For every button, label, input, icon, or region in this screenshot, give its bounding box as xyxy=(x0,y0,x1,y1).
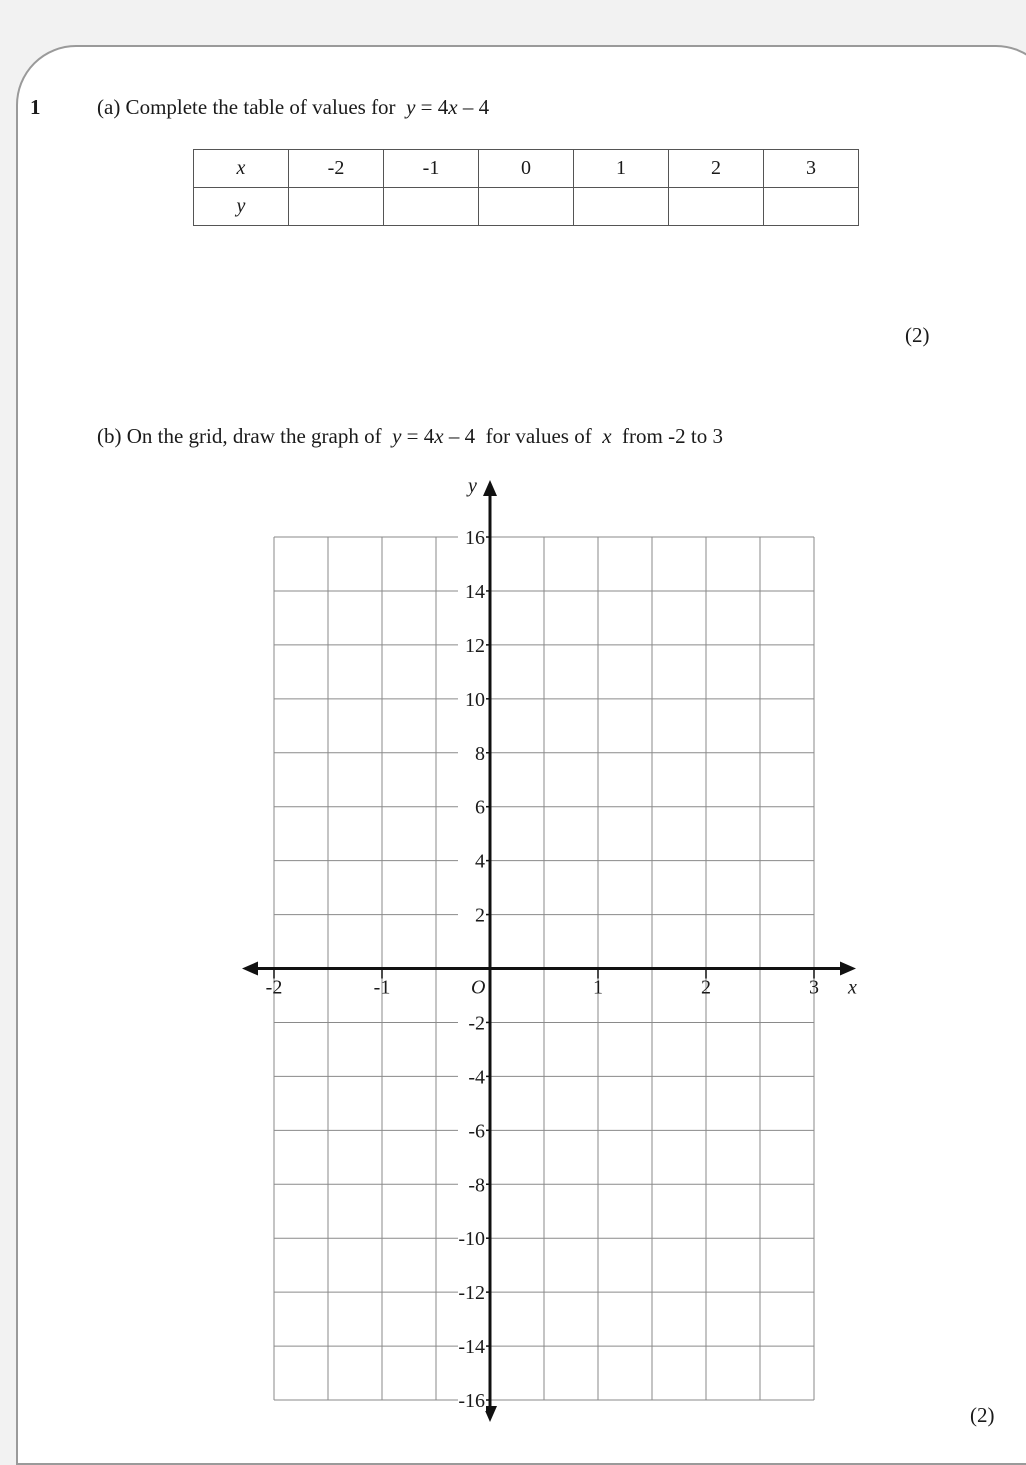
x-tick-label: 3 xyxy=(809,976,819,999)
y-axis-up-arrow xyxy=(483,480,497,496)
part-a-marks: (2) xyxy=(905,323,930,347)
origin-label: O xyxy=(471,976,486,999)
y-tick-label: -10 xyxy=(458,1228,485,1251)
table-cell-x: 2 xyxy=(669,150,764,188)
part-a-eq-x: x xyxy=(448,95,458,119)
table-header-y: y xyxy=(194,188,289,226)
y-axis-label: y xyxy=(468,475,477,497)
y-tick-label: -14 xyxy=(458,1336,485,1359)
part-b-middle: for values of xyxy=(475,424,592,448)
y-tick-label: 8 xyxy=(475,742,485,765)
x-tick-label: 2 xyxy=(701,976,711,999)
y-tick-label: 4 xyxy=(475,850,485,873)
part-b-eq-y: y xyxy=(392,424,402,448)
part-b-eq-x: x xyxy=(434,424,444,448)
y-tick-label: -8 xyxy=(468,1174,485,1197)
question-number: 1 xyxy=(30,95,41,119)
part-b-prefix: (b) On the grid, draw the graph of xyxy=(97,424,382,448)
y-tick-label: -6 xyxy=(468,1120,485,1143)
y-tick-label: 2 xyxy=(475,904,485,927)
y-tick-label: 16 xyxy=(465,527,485,549)
y-tick-label: -12 xyxy=(458,1282,485,1305)
y-tick-label: 14 xyxy=(465,580,485,603)
part-b-eq-rhs: = 4 xyxy=(401,424,435,448)
y-tick-label: -4 xyxy=(468,1066,485,1089)
x-tick-label: 1 xyxy=(593,976,603,999)
x-axis-label: x xyxy=(848,976,857,999)
table-cell-x: -1 xyxy=(384,150,479,188)
part-a-prefix: (a) Complete the table of values for xyxy=(97,95,396,119)
x-tick-label: -2 xyxy=(265,976,283,999)
table-cell-x: 0 xyxy=(479,150,574,188)
part-b-suffix: from -2 to 3 xyxy=(611,424,723,448)
part-a-eq-rhs: = 4 xyxy=(415,95,449,119)
part-a-eq-y: y xyxy=(406,95,416,119)
part-b-eq-tail: – 4 xyxy=(443,424,476,448)
table-cell-x: 3 xyxy=(764,150,859,188)
part-b-marks: (2) xyxy=(970,1403,995,1427)
x-tick-label: -1 xyxy=(373,976,391,999)
y-tick-label: -16 xyxy=(458,1390,485,1412)
y-tick-label: -2 xyxy=(468,1012,485,1035)
x-axis-right-arrow xyxy=(840,962,856,976)
table-cell-x: 1 xyxy=(574,150,669,188)
x-axis-left-arrow xyxy=(242,962,258,976)
y-tick-label: 6 xyxy=(475,796,485,819)
part-b-var-x: x xyxy=(602,424,612,448)
part-a-eq-tail: – 4 xyxy=(457,95,490,119)
table-header-x: x xyxy=(194,150,289,188)
y-tick-label: 10 xyxy=(465,688,485,711)
table-cell-x: -2 xyxy=(289,150,384,188)
y-tick-label: 12 xyxy=(465,634,485,657)
